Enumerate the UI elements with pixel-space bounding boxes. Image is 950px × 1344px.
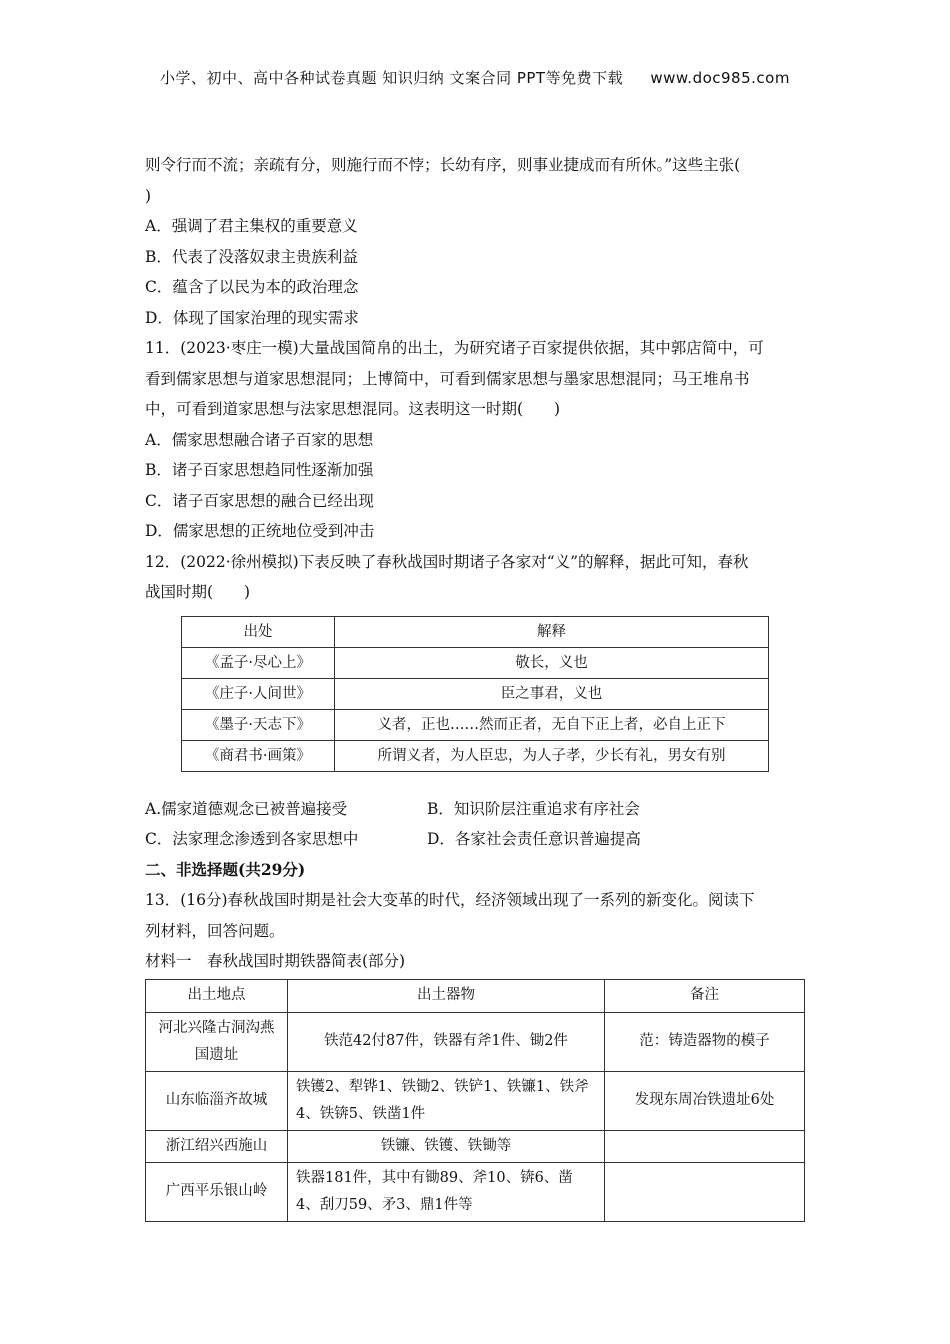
question-12 [145,547,808,855]
table-row [146,1162,805,1221]
table-row [146,1130,805,1162]
table-cell: 臣之事君，义也 [335,678,769,709]
q11-option-b: B．诸子百家思想趋同性逐渐加强 [145,461,374,479]
table-row [146,1071,805,1130]
header-text: 小学、初中、高中各种试卷真题 知识归纳 文案合同 PPT等免费下载 [160,69,624,87]
q10-option-b: B．代表了没落奴隶主贵族利益 [145,247,358,266]
table-header-cell: 出土器物 [288,979,605,1012]
q13-line-1: 13．(16分)春秋战国时期是社会大变革的时代，经济领域出现了一系列的新变化。阅读下 [145,891,755,909]
table-cell: 铁器181件，其中有锄89、斧10、锛6、凿4、刮刀59、矛3、鼎1件等 [288,1162,605,1221]
question-13 [145,885,808,1222]
q10-stem-close: ) [145,186,152,205]
table-cell: 浙江绍兴西施山 [146,1130,288,1162]
table-cell: 所谓义者，为人臣忠，为人子孝，少长有礼，男女有别 [335,740,769,771]
section-2-title: 二、非选择题(共29分) [145,859,306,879]
table-cell: 广西平乐银山岭 [146,1162,288,1221]
table-cell: 铁镰、铁镬、铁锄等 [288,1130,605,1162]
table-cell: 《庄子·人间世》 [182,678,335,709]
q12-option-c: C．法家理念渗透到各家思想中 [145,830,359,848]
question-10 [145,150,808,333]
q12-line-1: 12．(2022·徐州模拟)下表反映了春秋战国时期诸子各家对“义”的解释，据此可知，春秋 [145,552,749,571]
table-header-row [146,979,805,1012]
table-cell: 《商君书·画策》 [182,740,335,771]
table-cell: 《墨子·天志下》 [182,709,335,740]
question-11 [145,333,808,547]
table-row [182,709,769,740]
table-cell: 铁镬2、犁铧1、铁锄2、铁铲1、铁镰1、铁斧4、铁锛5、铁凿1件 [288,1071,605,1130]
q12-table [181,616,769,772]
header-site: www.doc985.com [650,69,790,87]
table-row [146,1012,805,1071]
table-cell [605,1162,805,1221]
table-header-cell: 备注 [605,979,805,1012]
q11-line-3: 中，可看到道家思想与法家思想混同。这表明这一时期( ) [145,400,561,418]
table-cell: 《孟子·尽心上》 [182,647,335,678]
q12-options-row-1 [145,794,808,825]
table-cell: 山东临淄齐故城 [146,1071,288,1130]
table-cell [605,1130,805,1162]
table-header-cell: 出处 [182,616,335,647]
table-cell: 义者，正也……然而正者，无自下正上者，必自上正下 [335,709,769,740]
q11-option-a: A．儒家思想融合诸子百家的思想 [145,430,374,449]
q10-stem-tail: 则令行而不流；亲疏有分，则施行而不悖；长幼有序，则事业捷成而有所休。”这些主张( [145,156,741,174]
table-row [182,678,769,709]
table-cell: 铁范42付87件，铁器有斧1件、锄2件 [288,1012,605,1071]
page-header [0,67,950,88]
q10-option-a: A．强调了君主集权的重要意义 [145,217,358,235]
table-header-cell: 解释 [335,616,769,647]
table-row [182,647,769,678]
q13-material-title: 材料一 春秋战国时期铁器简表(部分) [145,952,406,970]
table-cell: 河北兴隆古洞沟燕国遗址 [146,1012,288,1071]
q11-line-1: 11．(2023·枣庄一模)大量战国简帛的出土，为研究诸子百家提供依据，其中郭店简中，可 [145,339,764,357]
q13-line-2: 列材料，回答问题。 [145,921,285,940]
q11-line-2: 看到儒家思想与道家思想混同；上博简中，可看到儒家思想与墨家思想混同；马王堆帛书 [145,369,750,388]
q11-option-c: C．诸子百家思想的融合已经出现 [145,491,374,510]
table-header-cell: 出土地点 [146,979,288,1012]
q12-option-d: D．各家社会责任意识普遍提高 [427,830,641,848]
table-header-row [182,616,769,647]
table-cell: 敬长，义也 [335,647,769,678]
table-cell: 范：铸造器物的模子 [605,1012,805,1071]
q10-option-d: D．体现了国家治理的现实需求 [145,308,359,327]
table-cell: 发现东周冶铁遗址6处 [605,1071,805,1130]
q10-option-c: C．蕴含了以民为本的政治理念 [145,278,359,296]
q12-options-row-2 [145,824,808,855]
page-content [145,150,808,1222]
q12-option-b: B．知识阶层注重追求有序社会 [427,799,640,818]
q11-option-d: D．儒家思想的正统地位受到冲击 [145,522,375,540]
q12-line-2: 战国时期( ) [145,583,251,601]
table-row [182,740,769,771]
q12-option-a: A.儒家道德观念已被普遍接受 [145,799,348,818]
q13-table [145,979,805,1222]
